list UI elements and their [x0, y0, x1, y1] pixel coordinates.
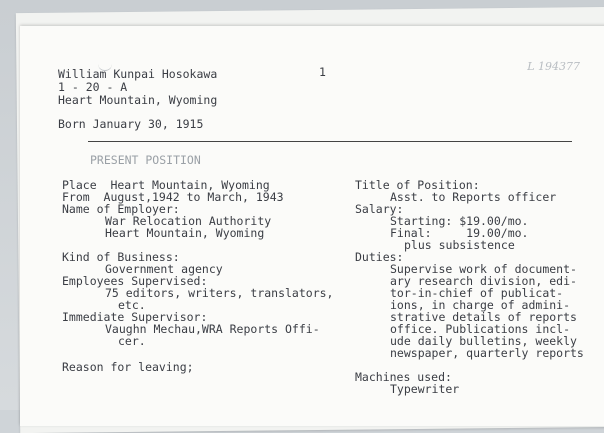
duties-line: office. Publications incl- — [390, 322, 571, 336]
pencil-note: L 194377 — [527, 60, 580, 73]
salary-starting: Starting: $19.00/mo. — [390, 214, 529, 228]
business-label: Kind of Business: — [62, 250, 180, 264]
section-title: PRESENT POSITION — [90, 153, 201, 167]
divider-line — [88, 141, 572, 142]
duties-line: tor-in-chief of publicat- — [390, 286, 564, 300]
salary-final: Final: 19.00/mo. — [390, 226, 529, 240]
employer-name: War Relocation Authority — [105, 214, 272, 228]
id-code: 1 - 20 - A — [58, 80, 128, 94]
reason-label: Reason for leaving; — [62, 360, 194, 374]
employees-label: Employees Supervised: — [62, 274, 208, 288]
salary-label: Salary: — [355, 202, 404, 216]
employment-dates: From August,1942 to March, 1943 — [62, 190, 284, 204]
employees-value-1: 75 editors, writers, translators, — [105, 286, 334, 300]
supervisor-value-2: cer. — [118, 334, 146, 348]
residence: Heart Mountain, Wyoming — [58, 93, 218, 107]
duties-line: ude daily bulletins, weekly — [390, 334, 577, 348]
employees-value-2: etc. — [118, 298, 146, 312]
document-page — [20, 26, 604, 426]
duties-line: newspaper, quarterly reports — [390, 346, 584, 360]
duties-line: Supervise work of document- — [390, 262, 577, 276]
supervisor-value-1: Vaughn Mechau,WRA Reports Offi- — [105, 322, 320, 336]
place: Place Heart Mountain, Wyoming — [62, 178, 270, 192]
page-number: 1 — [319, 65, 326, 79]
title-label: Title of Position: — [355, 178, 480, 192]
duties-label: Duties: — [355, 250, 404, 264]
business-value: Government agency — [105, 262, 223, 276]
salary-note: plus subsistence — [404, 238, 515, 252]
machines-label: Machines used: — [355, 370, 452, 384]
duties-line: ions, in charge of admini- — [390, 298, 571, 312]
employer-label: Name of Employer: — [62, 202, 180, 216]
employer-location: Heart Mountain, Wyoming — [105, 226, 265, 240]
duties-line: strative details of reports — [390, 310, 577, 324]
person-name: William Kunpai Hosokawa — [58, 67, 218, 81]
machines-value: Typewriter — [390, 382, 460, 396]
supervisor-label: Immediate Supervisor: — [62, 310, 208, 324]
birth-date: Born January 30, 1915 — [58, 117, 204, 131]
title-value: Asst. to Reports officer — [390, 190, 557, 204]
duties-line: ary research division, edi- — [390, 274, 577, 288]
